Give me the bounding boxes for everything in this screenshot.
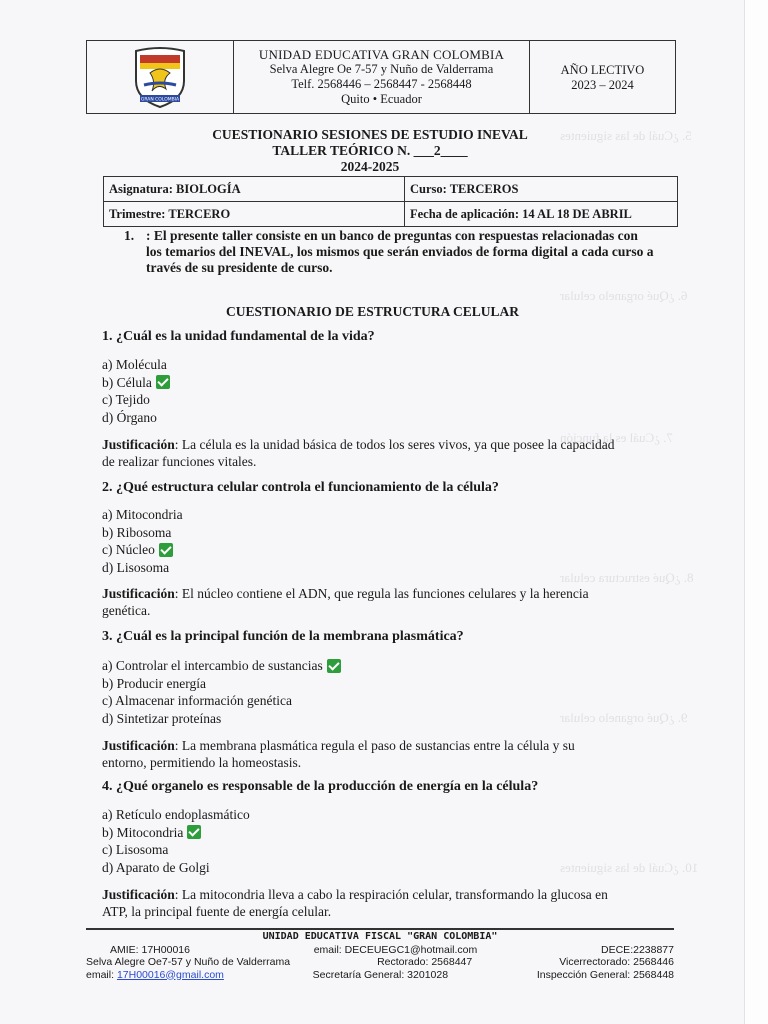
school-name: UNIDAD EDUCATIVA GRAN COLOMBIA: [258, 47, 505, 62]
option: d) Órgano: [102, 409, 157, 425]
check-icon: [156, 375, 170, 389]
footer-email2-prefix: email:: [86, 968, 117, 981]
question-4: 4. ¿Qué organelo es responsable de la producción de energía en la célula?: [102, 779, 539, 794]
footer-amie: AMIE: 17H00016: [110, 943, 190, 956]
option: b) Ribosoma: [102, 524, 172, 540]
option: a) Mitocondria: [102, 507, 183, 522]
school-city: Quito • Ecuador: [341, 92, 422, 106]
question-2: 2. ¿Qué estructura celular controla el funcionamiento de la célula?: [102, 480, 499, 495]
options-3: [102, 657, 341, 727]
section-title: CUESTIONARIO DE ESTRUCTURA CELULAR: [226, 304, 519, 319]
options-1: [102, 356, 170, 426]
footer-rector: Rectorado: 2568447: [377, 956, 473, 968]
question-1: 1. ¿Cuál es la unidad fundamental de la vida?: [102, 329, 375, 344]
option-correct: b) Célula: [102, 374, 170, 392]
bleed-through-text: 8. ¿Qué estructura celular: [560, 570, 694, 585]
letterhead: [86, 40, 676, 114]
school-address: Selva Alegre Oe 7-57 y Nuño de Valderrama: [269, 62, 494, 76]
option: d) Lisosoma: [102, 559, 170, 575]
bleed-through-text: 7. ¿Cuál es la función: [560, 430, 673, 445]
info-table: [103, 176, 678, 227]
option: b) Producir energía: [102, 675, 206, 691]
justification-4: Justificación: La mitocondria lleva a cabo la respiración celular, transformando la glucosa en ATP, la principal fuente de energía celular.: [102, 887, 608, 919]
school-crest-icon: [130, 45, 190, 109]
term-cell: Trimestre: TERCERO: [104, 202, 405, 227]
svg-text:GRAN COLOMBIA: GRAN COLOMBIA: [140, 97, 180, 103]
footer-vicerrector: Vicerrectorado: 2568446: [559, 956, 674, 968]
year-value: 2023 – 2024: [571, 78, 634, 92]
subject-cell: Asignatura: BIOLOGÍA: [104, 177, 405, 202]
instructions: [124, 228, 654, 276]
justification-3: Justificación: La membrana plasmática regula el paso de sustancias entre la célula y su entorno, permitiendo la homeostasis.: [102, 738, 575, 770]
option: d) Sintetizar proteínas: [102, 710, 222, 726]
option-correct: c) Núcleo: [102, 541, 183, 559]
doc-title: CUESTIONARIO SESIONES DE ESTUDIO INEVAL: [212, 127, 528, 142]
footer-inspeccion: Inspección General: 2568448: [536, 968, 674, 981]
school-phones: Telf. 2568446 – 2568447 - 2568448: [291, 77, 472, 91]
footer-email-link[interactable]: 17H00016@gmail.com: [116, 968, 224, 981]
school-info: [234, 41, 530, 113]
footer-address: Selva Alegre Oe7-57 y Nuño de Valderrama: [86, 956, 291, 968]
bleed-through-text: 10. ¿Cuál de las siguientes: [560, 860, 699, 875]
option-correct: a) Controlar el intercambio de sustancias: [102, 657, 341, 675]
check-icon: [187, 825, 201, 839]
bleed-through-text: 6. ¿Qué organelo celular: [560, 288, 688, 303]
option: a) Retículo endoplasmático: [102, 807, 250, 822]
option-correct: b) Mitocondria: [102, 824, 250, 842]
footer-email: email: DECEUEGC1@hotmail.com: [313, 943, 478, 956]
bleed-through-text: 5. ¿Cuál de las siguientes: [560, 128, 692, 143]
justification-2: Justificación: El núcleo contiene el ADN, que regula las funciones celulares y la herencia genética.: [102, 586, 589, 618]
check-icon: [327, 659, 341, 673]
school-year: [530, 41, 675, 113]
option: a) Molécula: [102, 357, 167, 372]
instructions-text: : El presente taller consiste en un banco de preguntas con respuestas relacionadas con los temarios del INEVAL, los mismos que serán enviados de forma digital a cada curso a través de su presidente de curso.: [146, 228, 654, 275]
footer: [86, 928, 674, 981]
school-logo: [87, 41, 234, 113]
page-edge: [744, 0, 768, 1024]
bleed-through-text: 9. ¿Qué organelo celular: [560, 710, 688, 725]
option: c) Lisosoma: [102, 842, 169, 857]
footer-title: UNIDAD EDUCATIVA FISCAL "GRAN COLOMBIA": [262, 931, 498, 942]
date-cell: Fecha de aplicación: 14 AL 18 DE ABRIL: [405, 202, 678, 227]
option: c) Almacenar información genética: [102, 693, 293, 708]
doc-subtitle: TALLER TEÓRICO N. ___2____: [272, 143, 468, 158]
option: c) Tejido: [102, 392, 150, 407]
option: d) Aparato de Golgi: [102, 859, 210, 875]
footer-dece: DECE:2238877: [601, 943, 674, 956]
year-label: AÑO LECTIVO: [560, 63, 645, 77]
options-2: [102, 506, 183, 576]
doc-period: 2024-2025: [340, 159, 400, 174]
course-cell: Curso: TERCEROS: [405, 177, 678, 202]
options-4: [102, 806, 250, 876]
footer-secretaria: Secretaría General: 3201028: [312, 968, 449, 981]
justification-1: Justificación: La célula es la unidad básica de todos los seres vivos, ya que posee la capacidad de realizar funciones vitales.: [102, 437, 615, 469]
check-icon: [159, 543, 173, 557]
question-3: 3. ¿Cuál es la principal función de la membrana plasmática?: [102, 629, 464, 644]
instructions-number: 1.: [124, 228, 135, 243]
